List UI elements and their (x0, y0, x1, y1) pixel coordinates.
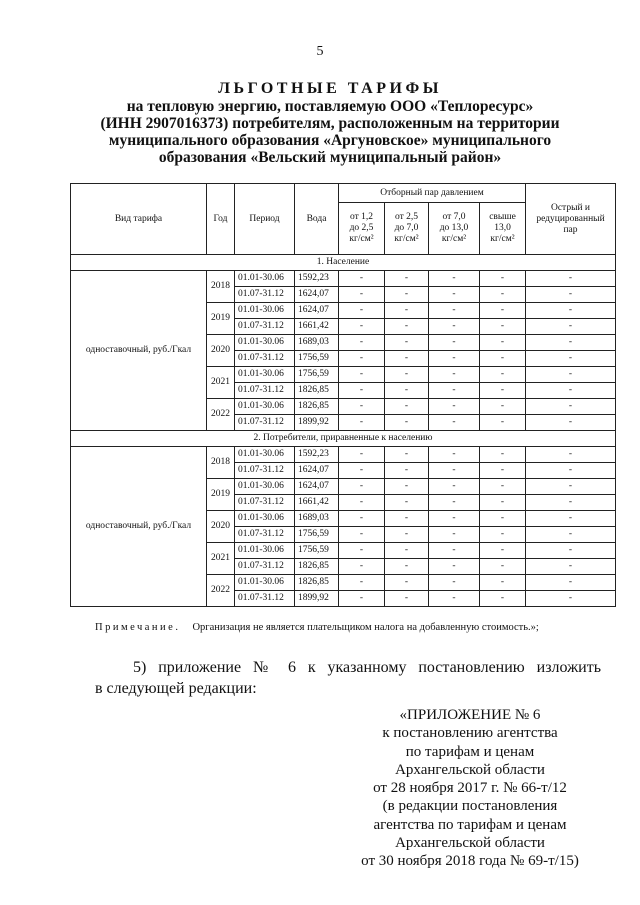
appendix-line: от 28 ноября 2017 г. № 66-т/12 (373, 780, 567, 797)
empty-cell: - (526, 479, 616, 495)
title-line: на тепловую энергию, поставляемую ООО «Теплоресурс» (126, 98, 534, 115)
water-cell: 1899,92 (295, 591, 339, 607)
steam-4-line: свыше (489, 212, 516, 222)
table-row (71, 271, 616, 287)
steam-2-line: от 2,5 (394, 212, 419, 222)
empty-cell: - (429, 287, 480, 303)
title-main: ЛЬГОТНЫЕ ТАРИФЫ (218, 80, 442, 97)
empty-cell: - (385, 367, 429, 383)
header-steam-2 (385, 203, 429, 255)
empty-cell: - (480, 479, 526, 495)
header-sharp-line: редуцированный (536, 213, 605, 224)
period-cell: 01.01-30.06 (235, 303, 295, 319)
empty-cell: - (429, 319, 480, 335)
empty-cell: - (480, 559, 526, 575)
empty-cell: - (526, 399, 616, 415)
empty-cell: - (339, 495, 385, 511)
empty-cell: - (429, 591, 480, 607)
steam-2-line: кг/см² (394, 234, 419, 244)
empty-cell: - (429, 559, 480, 575)
water-cell: 1661,42 (295, 495, 339, 511)
empty-cell: - (480, 383, 526, 399)
steam-3-line: от 7,0 (442, 212, 466, 222)
water-cell: 1899,92 (295, 415, 339, 431)
appendix-line: Архангельской области (395, 835, 545, 852)
empty-cell: - (526, 591, 616, 607)
empty-cell: - (385, 383, 429, 399)
empty-cell: - (339, 527, 385, 543)
empty-cell: - (339, 287, 385, 303)
period-cell: 01.01-30.06 (235, 367, 295, 383)
period-cell: 01.07-31.12 (235, 463, 295, 479)
water-cell: 1624,07 (295, 287, 339, 303)
water-cell: 1826,85 (295, 383, 339, 399)
year-cell: 2019 (207, 479, 235, 511)
water-cell: 1624,07 (295, 463, 339, 479)
year-cell: 2020 (207, 335, 235, 367)
empty-cell: - (385, 575, 429, 591)
period-cell: 01.07-31.12 (235, 495, 295, 511)
water-cell: 1756,59 (295, 351, 339, 367)
empty-cell: - (429, 447, 480, 463)
empty-cell: - (480, 271, 526, 287)
empty-cell: - (339, 399, 385, 415)
steam-1-line: от 1,2 (349, 212, 374, 222)
empty-cell: - (429, 543, 480, 559)
empty-cell: - (385, 527, 429, 543)
appendix-header (340, 706, 600, 871)
empty-cell: - (385, 399, 429, 415)
document-title (70, 80, 590, 166)
empty-cell: - (480, 495, 526, 511)
tariff-table (70, 183, 616, 607)
steam-3-line: до 13,0 (439, 223, 469, 233)
empty-cell: - (526, 383, 616, 399)
empty-cell: - (480, 335, 526, 351)
empty-cell: - (385, 351, 429, 367)
steam-3-line: кг/см² (441, 234, 467, 244)
year-cell: 2019 (207, 303, 235, 335)
empty-cell: - (480, 463, 526, 479)
appendix-line: от 30 ноября 2018 года № 69-т/15) (361, 853, 579, 870)
empty-cell: - (339, 479, 385, 495)
period-cell: 01.07-31.12 (235, 527, 295, 543)
header-period: Период (235, 184, 295, 255)
empty-cell: - (480, 303, 526, 319)
empty-cell: - (339, 303, 385, 319)
empty-cell: - (480, 575, 526, 591)
water-cell: 1826,85 (295, 559, 339, 575)
period-cell: 01.01-30.06 (235, 479, 295, 495)
steam-4-line: 13,0 (494, 223, 511, 233)
period-cell: 01.07-31.12 (235, 351, 295, 367)
empty-cell: - (526, 303, 616, 319)
empty-cell: - (526, 271, 616, 287)
period-cell: 01.01-30.06 (235, 271, 295, 287)
title-line: муниципального образования «Аргуновское» муниципального (108, 132, 552, 149)
empty-cell: - (339, 463, 385, 479)
year-cell: 2020 (207, 511, 235, 543)
empty-cell: - (429, 511, 480, 527)
empty-cell: - (526, 367, 616, 383)
empty-cell: - (385, 447, 429, 463)
period-cell: 01.01-30.06 (235, 399, 295, 415)
empty-cell: - (385, 495, 429, 511)
empty-cell: - (339, 351, 385, 367)
water-cell: 1689,03 (295, 511, 339, 527)
empty-cell: - (429, 383, 480, 399)
empty-cell: - (526, 543, 616, 559)
empty-cell: - (480, 367, 526, 383)
empty-cell: - (339, 511, 385, 527)
header-steam-group: Отборный пар давлением (339, 184, 526, 203)
empty-cell: - (526, 415, 616, 431)
year-cell: 2022 (207, 575, 235, 607)
empty-cell: - (429, 527, 480, 543)
paragraph-line: в следующей редакции: (95, 680, 257, 697)
water-cell: 1756,59 (295, 543, 339, 559)
header-year: Год (207, 184, 235, 255)
year-cell: 2021 (207, 367, 235, 399)
section-row (71, 255, 616, 271)
period-cell: 01.07-31.12 (235, 319, 295, 335)
water-cell: 1592,23 (295, 447, 339, 463)
empty-cell: - (429, 271, 480, 287)
empty-cell: - (526, 447, 616, 463)
empty-cell: - (480, 287, 526, 303)
empty-cell: - (526, 495, 616, 511)
empty-cell: - (429, 479, 480, 495)
year-cell: 2018 (207, 271, 235, 303)
empty-cell: - (526, 511, 616, 527)
water-cell: 1756,59 (295, 367, 339, 383)
empty-cell: - (339, 367, 385, 383)
empty-cell: - (385, 287, 429, 303)
year-cell: 2021 (207, 543, 235, 575)
empty-cell: - (429, 351, 480, 367)
empty-cell: - (480, 319, 526, 335)
year-cell: 2022 (207, 399, 235, 431)
year-cell: 2018 (207, 447, 235, 479)
empty-cell: - (339, 559, 385, 575)
empty-cell: - (526, 287, 616, 303)
water-cell: 1689,03 (295, 335, 339, 351)
steam-2-line: до 7,0 (394, 223, 419, 233)
empty-cell: - (480, 591, 526, 607)
empty-cell: - (526, 319, 616, 335)
header-type: Вид тарифа (71, 184, 207, 255)
empty-cell: - (526, 463, 616, 479)
empty-cell: - (429, 335, 480, 351)
water-cell: 1661,42 (295, 319, 339, 335)
empty-cell: - (480, 511, 526, 527)
period-cell: 01.07-31.12 (235, 383, 295, 399)
empty-cell: - (385, 591, 429, 607)
empty-cell: - (339, 335, 385, 351)
note-label: Примечание. (95, 622, 181, 633)
empty-cell: - (385, 319, 429, 335)
empty-cell: - (339, 575, 385, 591)
amendment-paragraph (95, 657, 601, 699)
empty-cell: - (385, 511, 429, 527)
appendix-line: к постановлению агентства (382, 725, 558, 742)
empty-cell: - (480, 415, 526, 431)
water-cell: 1592,23 (295, 271, 339, 287)
note-text: Организация не является плательщиком налога на добавленную стоимость.»; (192, 622, 539, 633)
steam-1-line: до 2,5 (349, 223, 374, 233)
title-line: (ИНН 2907016373) потребителям, расположенным на территории (100, 115, 560, 132)
empty-cell: - (480, 351, 526, 367)
empty-cell: - (429, 495, 480, 511)
empty-cell: - (385, 415, 429, 431)
empty-cell: - (480, 543, 526, 559)
empty-cell: - (429, 367, 480, 383)
empty-cell: - (385, 335, 429, 351)
title-line: образования «Вельский муниципальный район» (158, 149, 502, 166)
steam-1-line: кг/см² (349, 234, 374, 244)
empty-cell: - (526, 351, 616, 367)
period-cell: 01.07-31.12 (235, 415, 295, 431)
empty-cell: - (385, 271, 429, 287)
tariff-type-cell: одноставочный, руб./Гкал (71, 271, 207, 431)
header-sharp-steam (526, 184, 616, 255)
header-steam-3 (429, 203, 480, 255)
empty-cell: - (429, 399, 480, 415)
empty-cell: - (339, 271, 385, 287)
steam-4-line: кг/см² (490, 234, 515, 244)
period-cell: 01.01-30.06 (235, 447, 295, 463)
empty-cell: - (385, 543, 429, 559)
period-cell: 01.07-31.12 (235, 559, 295, 575)
empty-cell: - (385, 303, 429, 319)
header-steam-4 (480, 203, 526, 255)
water-cell: 1756,59 (295, 527, 339, 543)
appendix-line: (в редакции постановления (382, 798, 558, 815)
appendix-line: Архангельской области (395, 761, 545, 778)
header-water: Вода (295, 184, 339, 255)
header-sharp-line: пар (563, 224, 578, 235)
empty-cell: - (429, 463, 480, 479)
empty-cell: - (385, 463, 429, 479)
empty-cell: - (339, 415, 385, 431)
tariff-table-wrapper (70, 183, 616, 607)
section-title: 2. Потребители, приравненные к населению (71, 431, 616, 447)
empty-cell: - (480, 447, 526, 463)
period-cell: 01.07-31.12 (235, 591, 295, 607)
period-cell: 01.01-30.06 (235, 335, 295, 351)
table-row (71, 447, 616, 463)
header-steam-1 (339, 203, 385, 255)
tariff-type-cell: одноставочный, руб./Гкал (71, 447, 207, 607)
empty-cell: - (429, 415, 480, 431)
period-cell: 01.07-31.12 (235, 287, 295, 303)
empty-cell: - (429, 303, 480, 319)
water-cell: 1826,85 (295, 575, 339, 591)
section-title: 1. Население (71, 255, 616, 271)
header-sharp-line: Острый и (550, 202, 591, 213)
empty-cell: - (385, 559, 429, 575)
empty-cell: - (429, 575, 480, 591)
appendix-line: агентства по тарифам и ценам (373, 816, 567, 833)
empty-cell: - (385, 479, 429, 495)
water-cell: 1826,85 (295, 399, 339, 415)
water-cell: 1624,07 (295, 479, 339, 495)
empty-cell: - (526, 559, 616, 575)
period-cell: 01.01-30.06 (235, 543, 295, 559)
empty-cell: - (480, 527, 526, 543)
appendix-line: «ПРИЛОЖЕНИЕ № 6 (399, 707, 541, 723)
water-cell: 1624,07 (295, 303, 339, 319)
note (95, 622, 539, 633)
paragraph-line: 5) приложение № 6 к указанному постановлению изложить (133, 659, 601, 676)
empty-cell: - (526, 335, 616, 351)
period-cell: 01.01-30.06 (235, 511, 295, 527)
empty-cell: - (339, 319, 385, 335)
section-row (71, 431, 616, 447)
empty-cell: - (339, 543, 385, 559)
empty-cell: - (480, 399, 526, 415)
tariff-table-body (71, 255, 616, 607)
empty-cell: - (339, 447, 385, 463)
appendix-line: по тарифам и ценам (405, 743, 535, 760)
empty-cell: - (339, 591, 385, 607)
empty-cell: - (339, 383, 385, 399)
page-number: 5 (316, 44, 324, 59)
period-cell: 01.01-30.06 (235, 575, 295, 591)
empty-cell: - (526, 575, 616, 591)
empty-cell: - (526, 527, 616, 543)
